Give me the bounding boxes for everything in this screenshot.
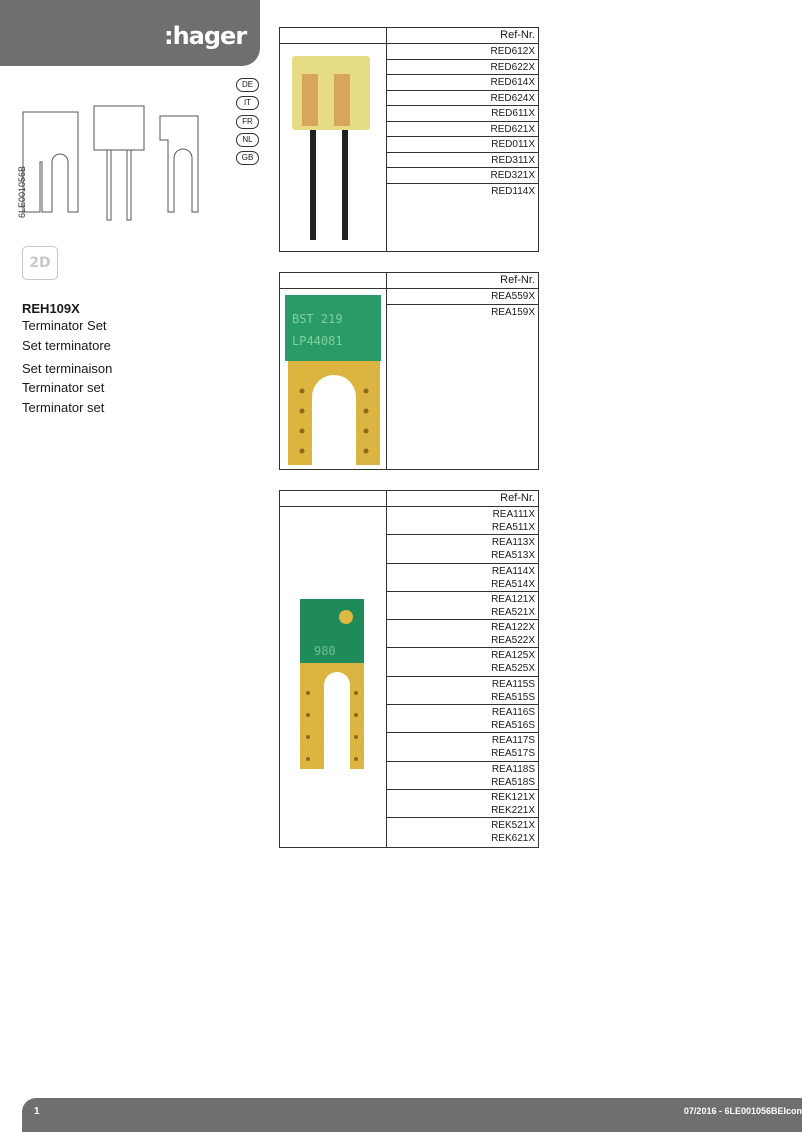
table-row: REA125X REA525X [387, 648, 538, 676]
compatibility-table-3 [279, 490, 539, 848]
pcb-marking: 980 [314, 644, 336, 658]
table-row: RED624X [387, 91, 538, 107]
ref-nr-header: Ref-Nr. [500, 492, 535, 504]
table-row: REA559X [387, 289, 538, 305]
product-reference: REH109X [22, 301, 80, 316]
product-image-cell [280, 289, 387, 470]
language-badge-fr: FR [236, 115, 259, 129]
table-row: RED011X [387, 137, 538, 153]
language-badge-it: IT [236, 96, 259, 110]
table-row: RED612X [387, 44, 538, 60]
page-number: 1 [34, 1106, 40, 1117]
language-list [236, 78, 259, 169]
language-badge-gb: GB [236, 151, 259, 165]
table-header [280, 491, 538, 507]
product-description-it: Set terminatore [22, 338, 111, 353]
table-row: RED114X [491, 185, 535, 197]
document-code: 6LE001056B [17, 165, 27, 218]
terminator-card-image [280, 289, 386, 470]
table-row: REA121X REA521X [387, 592, 538, 620]
ref-nr-header: Ref-Nr. [500, 29, 535, 41]
table-row: REA114X REA514X [387, 564, 538, 592]
table-row: REA117S REA517S [387, 733, 538, 761]
product-description-de: Terminator Set [22, 318, 107, 333]
table-header [280, 28, 538, 44]
table-row: REA159X [491, 306, 535, 318]
resistor-module-image [280, 44, 386, 252]
terminator-strip-image [280, 507, 386, 848]
table-row: RED622X [387, 60, 538, 76]
brand-logo: :hager [164, 22, 247, 50]
product-description-nl: Terminator set [22, 380, 105, 395]
table-row: RED621X [387, 122, 538, 138]
header-bar [0, 0, 260, 66]
table-row: REK121X REK221X [387, 790, 538, 818]
footer-bar [22, 1098, 802, 1132]
table-row: REA118S REA518S [387, 762, 538, 790]
pcb-marking-2: LP44081 [292, 334, 343, 348]
language-badge-nl: NL [236, 133, 259, 147]
table-row: REA115S REA515S [387, 677, 538, 705]
ref-list [387, 44, 538, 199]
product-image-cell [280, 507, 387, 848]
ref-list [387, 289, 538, 320]
table-row: REA111X REA511X [387, 507, 538, 535]
product-image-cell [280, 44, 387, 252]
schematic-top-view [160, 116, 198, 212]
product-description-fr: Set terminaison [22, 361, 113, 376]
product-description-gb: Terminator set [22, 400, 105, 415]
table-row: REA122X REA522X [387, 620, 538, 648]
table-row: RED311X [387, 153, 538, 169]
table-row: RED321X [387, 168, 538, 184]
schematic-front-view [23, 112, 78, 212]
table-row: REA116S REA516S [387, 705, 538, 733]
ref-list [387, 507, 538, 847]
table-row: REK521X REK621X [491, 820, 535, 845]
table-row: RED614X [387, 75, 538, 91]
language-badge-de: DE [236, 78, 259, 92]
compatibility-table-2 [279, 272, 539, 470]
table-row: RED611X [387, 106, 538, 122]
2d-badge[interactable]: 2D [22, 246, 58, 280]
ref-nr-header: Ref-Nr. [500, 274, 535, 286]
footer-reference: 07/2016 - 6LE001056BEIcon [683, 1106, 802, 1116]
table-row: REA113X REA513X [387, 535, 538, 563]
pcb-marking-1: BST 219 [292, 312, 343, 326]
table-header [280, 273, 538, 289]
product-schematic-drawing [18, 100, 208, 225]
schematic-side-view [94, 106, 144, 150]
compatibility-table-1 [279, 27, 539, 252]
